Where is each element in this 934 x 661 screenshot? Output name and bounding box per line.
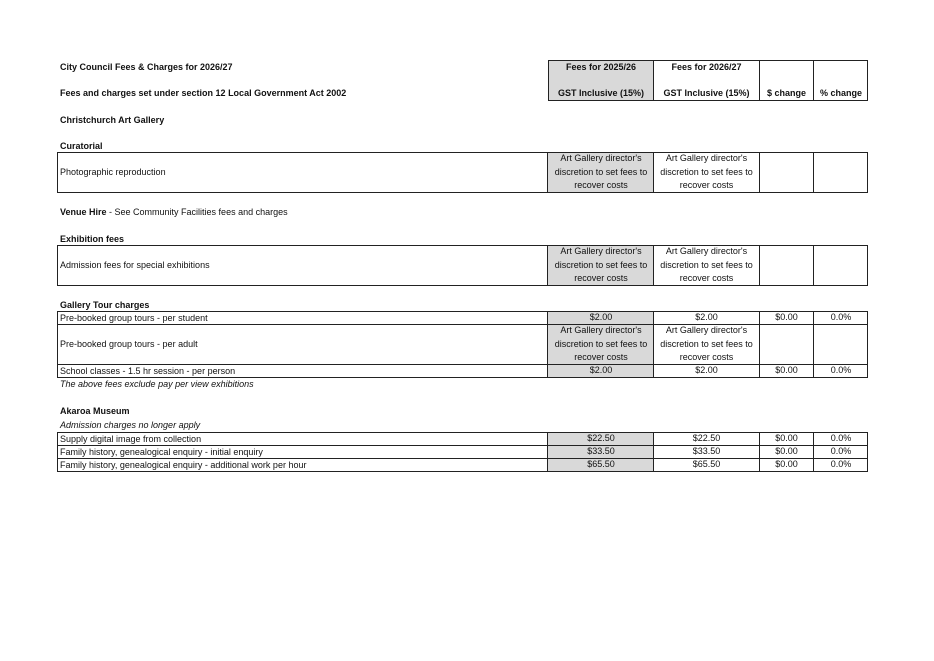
percent-change: 0.0% [830,365,852,375]
fee-prev: $2.00 [589,365,613,375]
col-prev-gst-header: GST Inclusive (15%) [557,88,645,98]
table-row-label: Supply digital image from collection [60,434,202,444]
fee-prev: $65.50 [587,459,615,469]
fee-curr: $33.50 [692,446,721,456]
col-curr-gst-header: GST Inclusive (15%) [663,88,750,98]
document-title: City Council Fees & Charges for 2026/27 [60,62,233,72]
fee-prev: $33.50 [587,446,615,456]
venue-hire-line [60,207,288,217]
fee-curr: $2.00 [695,312,718,322]
dollar-change: $0.00 [775,433,798,443]
col-dollar-change-header: $ change [766,88,806,98]
fee-curr-discretion: Art Gallery director's discretion to set fees to recover costs [660,153,753,190]
col-curr-year-header: Fees for 2026/27 [671,62,742,72]
table-row-label: Pre-booked group tours - per adult [60,339,198,349]
document-subtitle: Fees and charges set under section 12 Local Government Act 2002 [60,88,347,98]
section-heading-art-gallery: Christchurch Art Gallery [60,115,165,125]
row-label-photographic-reproduction: Photographic reproduction [60,167,166,177]
section-heading-exhibition-fees: Exhibition fees [60,234,125,244]
table-row-label: Family history, genealogical enquiry - initial enquiry [60,447,263,457]
fee-prev-discretion: Art Gallery director's discretion to set fees to recover costs [554,153,648,190]
venue-hire-heading: Venue Hire [60,207,107,217]
venue-hire-text: - See Community Facilities fees and charges [106,207,288,217]
percent-change: 0.0% [830,433,852,443]
fee-curr-discretion: Art Gallery director's discretion to set fees to recover costs [660,246,753,283]
table-row-label: Pre-booked group tours - per student [60,313,208,323]
fee-curr: $65.50 [692,459,721,469]
percent-change: 0.0% [830,459,852,469]
fee-prev: $2.00 [589,312,613,322]
col-percent-change-header: % change [819,88,862,98]
percent-change: 0.0% [830,312,852,322]
akaroa-note: Admission charges no longer apply [60,420,201,430]
fee-curr: $22.50 [692,433,721,443]
row-label-special-exhibitions: Admission fees for special exhibitions [60,260,210,270]
fee-curr-discretion: Art Gallery director's discretion to set fees to recover costs [660,325,753,362]
fee-curr: $2.00 [695,365,718,375]
fee-prev-discretion: Art Gallery director's discretion to set fees to recover costs [554,325,648,362]
table-row-label: School classes - 1.5 hr session - per person [60,366,236,376]
dollar-change: $0.00 [775,312,798,322]
fee-prev-discretion: Art Gallery director's discretion to set fees to recover costs [554,246,648,283]
dollar-change: $0.00 [775,459,798,469]
table-row-label: Family history, genealogical enquiry - additional work per hour [60,460,307,470]
section-heading-akaroa-museum: Akaroa Museum [60,406,130,416]
tours-note: The above fees exclude pay per view exhibitions [60,379,254,389]
col-prev-year-header: Fees for 2025/26 [565,62,637,72]
section-heading-gallery-tours: Gallery Tour charges [60,300,150,310]
fee-prev: $22.50 [587,433,615,443]
dollar-change: $0.00 [775,446,798,456]
section-heading-curatorial: Curatorial [60,141,103,151]
percent-change: 0.0% [830,446,852,456]
dollar-change: $0.00 [775,365,798,375]
